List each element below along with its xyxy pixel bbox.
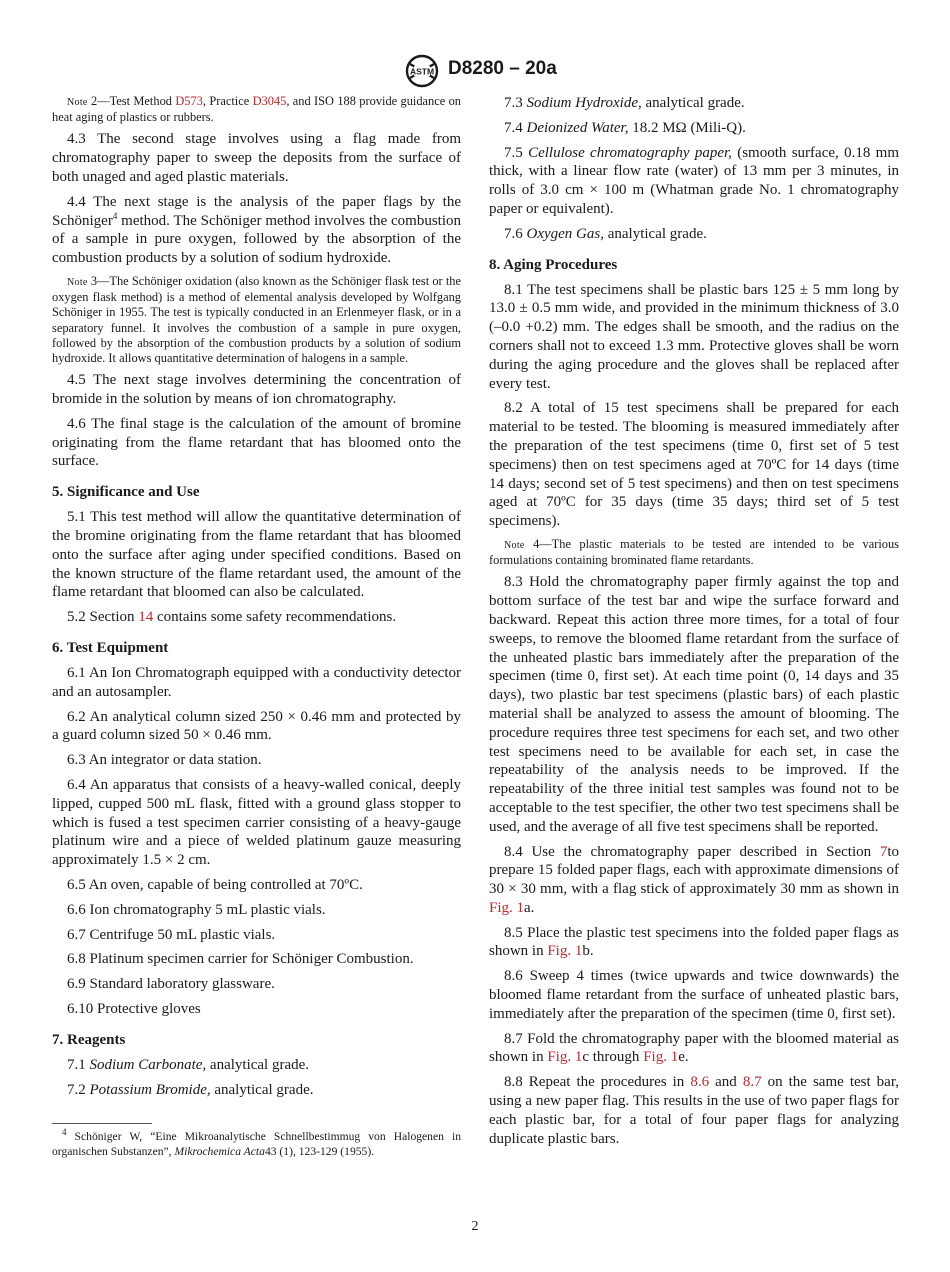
page-number: 2	[471, 1219, 479, 1234]
para-6-6: 6.6 Ion chromatography 5 mL plastic vials.	[67, 901, 326, 918]
para-8-5: 8.5 Place the plastic test specimens into the folded paper flags as shown in Fig. 1b.	[489, 924, 899, 960]
right-column	[489, 94, 899, 1154]
footnote-divider	[52, 1123, 152, 1124]
para-5-1: 5.1 This test method will allow the quantitative determination of the bromine originating from the flame retardant that has bloomed onto the surface after aging under specified conditions. Based on the known structure of the flame retardant used, the amount of the flame retardant that bloomed can also be calculated.	[52, 509, 461, 601]
para-7-3: 7.3 Sodium Hydroxide, analytical grade.	[504, 95, 745, 111]
para-8-4: 8.4 Use the chromatography paper described in Section 7to prepare 15 folded paper flags, each with approximate dimensions of 30 × 30 mm, with a flag stick of approximately 30 mm as shown in Fig. 1a.	[489, 843, 899, 916]
note-4: Note 4—The plastic materials to be tested are intended to be various formulations containing brominated flame retardants.	[489, 536, 899, 568]
astm-logo-icon	[404, 54, 440, 88]
para-4-5: 4.5 The next stage involves determining the concentration of bromide in the solution by means of ion chromatography.	[52, 372, 461, 407]
para-6-1: 6.1 An Ion Chromatograph equipped with a conductivity detector and an autosampler.	[52, 664, 461, 700]
para-7-1: 7.1 Sodium Carbonate, analytical grade.	[67, 1056, 310, 1073]
heading-6: 6. Test Equipment	[52, 639, 169, 656]
para-6-5: 6.5 An oven, capable of being controlled at 70ºC.	[67, 876, 363, 893]
link-fig-1[interactable]: Fig. 1	[643, 1049, 679, 1066]
footnote-ref-4[interactable]: 4	[112, 210, 118, 221]
para-8-1: 8.1 The test specimens shall be plastic bars 125 ± 5 mm long by 13.0 ± 0.5 mm wide, and provided in the minimum thickness of 3.0 (–0.0 +0.2) mm. The edges shall be smooth, and the radius on the corners shall not to exceed 1.3 mm. Protective gloves shall be worn during the aging procedure and the gloves shall be replaced after every test.	[489, 281, 899, 392]
para-8-2: 8.2 A total of 15 test specimens shall be prepared for each material to be tested. The blooming is measured immediately after the preparation of the test specimens (time 0, first set of 5 test specimens) then on test specimens aged at 70ºC for 14 days (time 14 days; second set of 5 test specimens) and then on test specimens aged at 70ºC for 35 days (time 35 days; third set of 5 test specimens).	[489, 400, 899, 530]
para-7-4: 7.4 Deionized Water, 18.2 MΩ (Mili-Q).	[504, 119, 746, 136]
para-6-4: 6.4 An apparatus that consists of a heavy-walled conical, deeply lipped, cupped 500 mL flask, fitted with a ground glass stopper to which is fused a test specimen carrier consisting of a heavy-gauge platinum wire and a piece of welded platinum gauze measuring approximately 1.5 × 2 cm.	[52, 776, 461, 869]
para-4-6: 4.6 The final stage is the calculation of the amount of bromine originating from the flame retardant that has bloomed onto the surface.	[52, 415, 461, 470]
page-header	[0, 54, 950, 90]
para-4-4: 4.4 The next stage is the analysis of the paper flags by the Schöniger$^4$ method. The Schöniger method involves the combustion of a sample in pure oxygen, followed by the absorption of the combustion products by a solution of sodium hydroxide.	[52, 193, 461, 267]
link-section-8-6[interactable]: 8.6	[690, 1074, 710, 1091]
heading-7: 7. Reagents	[52, 1031, 126, 1048]
note-2: Note 2—Test Method D573, Practice D3045, and ISO 188 provide guidance on heat aging of plastics or rubbers.	[52, 94, 461, 125]
link-section-14[interactable]: 14	[138, 609, 154, 626]
link-fig-1[interactable]: Fig. 1	[547, 1049, 583, 1066]
svg-text:ASTM: ASTM	[409, 66, 435, 77]
link-fig-1[interactable]: Fig. 1	[489, 899, 525, 916]
para-6-10: 6.10 Protective gloves	[67, 1000, 201, 1017]
para-4-3: 4.3 The second stage involves using a flag made from chromatography paper to sweep the deposits from the surface of both unaged and aged plastic materials.	[52, 131, 461, 185]
document-id: D8280 – 20a	[448, 58, 557, 79]
link-section-7[interactable]: 7	[879, 843, 888, 860]
para-6-3: 6.3 An integrator or data station.	[67, 752, 262, 769]
para-6-8: 6.8 Platinum specimen carrier for Schöniger Combustion.	[67, 951, 414, 968]
para-7-6: 7.6 Oxygen Gas, analytical grade.	[504, 225, 707, 242]
note-3: Note 3—The Schöniger oxidation (also known as the Schöniger flask test or the oxygen flask method) is a method of elemental analysis developed by Wolfgang Schöniger in 1955. The test is typically conducted in an Erlenmeyer flask, or in a separatory funnel. It involves the combustion of a sample in pure oxygen, followed by the absorption of the combustion products by a solution of sodium hydroxide. It allows quantitative determination of halogens in a sample.	[52, 273, 461, 365]
para-7-2: 7.2 Potassium Bromide, analytical grade.	[67, 1081, 314, 1098]
para-6-2: 6.2 An analytical column sized 250 × 0.46 mm and protected by a guard column sized 50 × 0.46 mm.	[52, 708, 461, 744]
para-7-5: 7.5 Cellulose chromatography paper, (smooth surface, 0.18 mm thick, with a linear flow rate (water) of 13 mm per 3 minutes, in rolls of 3.0 cm × 100 m (Whatman grade No. 1 chromatography paper or equivalent).	[489, 144, 899, 217]
para-8-6: 8.6 Sweep 4 times (twice upwards and twice downwards) the bloomed flame retardant from the surface of unheated plastic bars, immediately after the preparation of the specimen (time 0, first set).	[489, 968, 899, 1022]
para-5-2: 5.2 Section 14 contains some safety recommendations.	[67, 609, 397, 626]
heading-5: 5. Significance and Use	[52, 484, 200, 501]
left-column	[52, 94, 461, 1159]
para-8-7: 8.7 Fold the chromatography paper with the bloomed material as shown in Fig. 1c through Fig. 1e.	[489, 1030, 899, 1066]
link-d3045[interactable]: D3045	[252, 94, 287, 108]
link-section-8-7[interactable]: 8.7	[742, 1074, 762, 1091]
heading-8: 8. Aging Procedures	[489, 256, 618, 273]
para-8-3: 8.3 Hold the chromatography paper firmly against the top and bottom surface of the test bar and wipe the surface forward and backward. Repeat this action three more times, for a total of four sweeps, to remove the bloomed flame retardant from the surface of the unheated plastic bars immediately after the preparation of the specimen (time 0, first set). At each time point (0, 14 days and 35 days), two plastic bar test specimens (plastic bars) of each plastic material shall be analyzed to assess the amount of blooming. The procedure requires three test specimens for each set, and two other test specimens need to be available for each set, in case the repeatability of the analysis needs to be improved. If the repeatability of the three initial test samples was found not to be acceptable to the test specifier, the other two test specimens shall be used, and the average of all five test specimens shall be reported.	[489, 574, 899, 835]
footnote-4: $^4$ Schöniger W, “Eine Mikroanalytische Schnellbestimmug von Halogenen in organischen Substanzen”, Mikrochemica Acta43 (1), 123-129 (1955).	[52, 1127, 461, 1158]
link-d573[interactable]: D573	[175, 94, 203, 108]
link-fig-1[interactable]: Fig. 1	[547, 943, 583, 960]
para-6-9: 6.9 Standard laboratory glassware.	[67, 976, 275, 993]
para-6-7: 6.7 Centrifuge 50 mL plastic vials.	[67, 926, 276, 943]
para-8-8: 8.8 Repeat the procedures in 8.6 and 8.7 on the same test bar, using a new paper flag. This results in the use of two paper flags for each plastic bar, for a total of four paper flags for analyzing duplicate plastic bars.	[489, 1074, 899, 1147]
